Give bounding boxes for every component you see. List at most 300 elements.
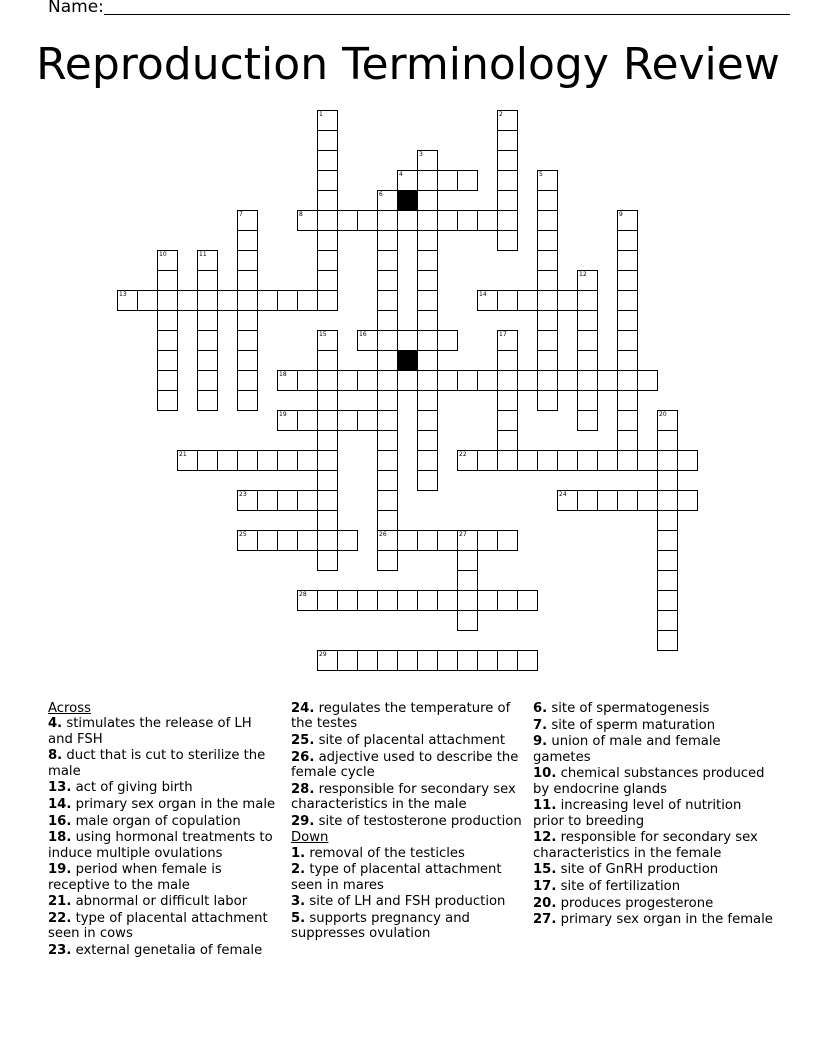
clue-down-27 — [533, 912, 773, 927]
crossword-cell[interactable] — [337, 370, 358, 391]
crossword-cell[interactable] — [457, 610, 478, 631]
crossword-cell[interactable] — [237, 210, 258, 231]
blocked-cell — [397, 350, 418, 371]
clue-across-22 — [48, 911, 280, 942]
crossword-cell[interactable] — [437, 650, 458, 671]
crossword-cell[interactable] — [237, 350, 258, 371]
cell-number: 16 — [359, 331, 367, 338]
clue-number: 23. — [48, 942, 72, 958]
cell-number: 23 — [239, 491, 247, 498]
crossword-cell[interactable] — [657, 430, 678, 451]
clue-down-2 — [291, 862, 523, 893]
crossword-cell[interactable] — [617, 310, 638, 331]
crossword-cell[interactable] — [537, 390, 558, 411]
crossword-cell[interactable] — [237, 530, 258, 551]
crossword-cell[interactable] — [417, 390, 438, 411]
crossword-cell[interactable] — [377, 290, 398, 311]
crossword-cell[interactable] — [477, 370, 498, 391]
crossword-cell[interactable] — [257, 490, 278, 511]
crossword-cell[interactable] — [237, 390, 258, 411]
crossword-cell[interactable] — [617, 210, 638, 231]
crossword-cell[interactable] — [537, 350, 558, 371]
crossword-cell[interactable] — [357, 650, 378, 671]
crossword-cell[interactable] — [437, 210, 458, 231]
clues-column-1 — [48, 701, 280, 960]
crossword-cell[interactable] — [317, 150, 338, 171]
crossword-cell[interactable] — [377, 330, 398, 351]
crossword-cell[interactable] — [317, 290, 338, 311]
crossword-cell[interactable] — [297, 370, 318, 391]
cell-number: 24 — [559, 491, 567, 498]
crossword-cell[interactable] — [577, 310, 598, 331]
crossword-cell[interactable] — [417, 370, 438, 391]
crossword-cell[interactable] — [517, 290, 538, 311]
crossword-cell[interactable] — [317, 450, 338, 471]
crossword-cell[interactable] — [397, 330, 418, 351]
crossword-cell[interactable] — [437, 170, 458, 191]
crossword-cell[interactable] — [497, 450, 518, 471]
crossword-cell[interactable] — [537, 450, 558, 471]
crossword-cell[interactable] — [317, 550, 338, 571]
cell-number: 10 — [159, 251, 167, 258]
crossword-cell[interactable] — [657, 510, 678, 531]
crossword-cell[interactable] — [497, 150, 518, 171]
crossword-cell[interactable] — [197, 330, 218, 351]
crossword-cell[interactable] — [637, 450, 658, 471]
crossword-cell[interactable] — [537, 270, 558, 291]
crossword-cell[interactable] — [497, 230, 518, 251]
crossword-cell[interactable] — [497, 590, 518, 611]
crossword-cell[interactable] — [317, 590, 338, 611]
crossword-cell[interactable] — [377, 590, 398, 611]
clue-number: 17. — [533, 879, 557, 894]
crossword-cell[interactable] — [317, 170, 338, 191]
crossword-cell[interactable] — [237, 250, 258, 271]
crossword-cell[interactable] — [657, 450, 678, 471]
crossword-cell[interactable] — [417, 450, 438, 471]
clue-text: act of giving birth — [75, 780, 193, 796]
crossword-cell[interactable] — [257, 450, 278, 471]
clue-number: 15. — [533, 862, 557, 878]
crossword-cell[interactable] — [377, 450, 398, 471]
crossword-cell[interactable] — [597, 450, 618, 471]
crossword-cell[interactable] — [617, 250, 638, 271]
crossword-cell[interactable] — [157, 250, 178, 271]
cell-number: 26 — [379, 531, 387, 538]
crossword-cell[interactable] — [197, 310, 218, 331]
crossword-cell[interactable] — [197, 450, 218, 471]
crossword-cell[interactable] — [417, 430, 438, 451]
crossword-cell[interactable] — [357, 370, 378, 391]
crossword-cell[interactable] — [537, 330, 558, 351]
crossword-cell[interactable] — [377, 410, 398, 431]
crossword-cell[interactable] — [477, 590, 498, 611]
crossword-cell[interactable] — [617, 230, 638, 251]
crossword-cell[interactable] — [317, 530, 338, 551]
crossword-cell[interactable] — [317, 210, 338, 231]
crossword-cell[interactable] — [357, 590, 378, 611]
crossword-cell[interactable] — [457, 650, 478, 671]
clue-text: primary sex organ in the female — [560, 912, 773, 928]
crossword-cell[interactable] — [497, 130, 518, 151]
crossword-cell[interactable] — [277, 450, 298, 471]
crossword-cell[interactable] — [377, 210, 398, 231]
clue-across-23 — [48, 943, 280, 958]
crossword-cell[interactable] — [257, 290, 278, 311]
clue-text: removal of the testicles — [309, 845, 465, 861]
crossword-cell[interactable] — [497, 370, 518, 391]
crossword-cell[interactable] — [457, 530, 478, 551]
crossword-cell[interactable] — [377, 650, 398, 671]
clue-number: 14. — [48, 796, 72, 812]
clue-number: 16. — [48, 813, 72, 829]
crossword-cell[interactable] — [177, 290, 198, 311]
crossword-cell[interactable] — [297, 410, 318, 431]
clue-text: site of GnRH production — [560, 862, 719, 878]
crossword-cell[interactable] — [417, 310, 438, 331]
crossword-cell[interactable] — [577, 350, 598, 371]
crossword-cell[interactable] — [377, 230, 398, 251]
crossword-cell[interactable] — [617, 330, 638, 351]
crossword-cell[interactable] — [617, 450, 638, 471]
crossword-cell[interactable] — [377, 490, 398, 511]
crossword-cell[interactable] — [377, 430, 398, 451]
cell-number: 29 — [319, 651, 327, 658]
cell-number: 13 — [119, 291, 127, 298]
crossword-cell[interactable] — [277, 530, 298, 551]
crossword-cell[interactable] — [497, 110, 518, 131]
clue-text: supports pregnancy and suppresses ovulation — [291, 910, 470, 942]
crossword-cell[interactable] — [317, 470, 338, 491]
cell-number: 18 — [279, 371, 287, 378]
crossword-cell[interactable] — [457, 210, 478, 231]
crossword-cell[interactable] — [617, 290, 638, 311]
clue-across-29 — [291, 814, 523, 829]
clue-number: 11. — [533, 798, 557, 814]
crossword-cell[interactable] — [317, 490, 338, 511]
crossword-cell[interactable] — [237, 370, 258, 391]
crossword-cell[interactable] — [337, 590, 358, 611]
crossword-cell[interactable] — [297, 450, 318, 471]
crossword-cell[interactable] — [337, 210, 358, 231]
crossword-cell[interactable] — [617, 370, 638, 391]
crossword-cell[interactable] — [317, 350, 338, 371]
crossword-cell[interactable] — [277, 410, 298, 431]
crossword-cell[interactable] — [317, 650, 338, 671]
crossword-cell[interactable] — [197, 370, 218, 391]
crossword-cell[interactable] — [437, 590, 458, 611]
crossword-cell[interactable] — [237, 230, 258, 251]
clue-across-25 — [291, 733, 523, 748]
crossword-cell[interactable] — [397, 650, 418, 671]
crossword-cell[interactable] — [497, 390, 518, 411]
crossword-cell[interactable] — [437, 530, 458, 551]
crossword-cell[interactable] — [497, 650, 518, 671]
crossword-cell[interactable] — [517, 590, 538, 611]
clue-text: using hormonal treatments to induce multiple ovulations — [48, 830, 273, 861]
crossword-cell[interactable] — [657, 410, 678, 431]
crossword-cell[interactable] — [197, 290, 218, 311]
crossword-cell[interactable] — [277, 290, 298, 311]
crossword-cell[interactable] — [237, 450, 258, 471]
crossword-cell[interactable] — [497, 410, 518, 431]
crossword-cell[interactable] — [297, 590, 318, 611]
crossword-cell[interactable] — [417, 350, 438, 371]
clue-across-21 — [48, 894, 280, 909]
crossword-cell[interactable] — [517, 370, 538, 391]
crossword-cell[interactable] — [577, 390, 598, 411]
crossword-cell[interactable] — [577, 330, 598, 351]
crossword-cell[interactable] — [317, 250, 338, 271]
crossword-cell[interactable] — [597, 370, 618, 391]
crossword-cell[interactable] — [157, 390, 178, 411]
crossword-cell[interactable] — [317, 330, 338, 351]
crossword-cell[interactable] — [497, 350, 518, 371]
crossword-cell[interactable] — [297, 490, 318, 511]
crossword-cell[interactable] — [497, 210, 518, 231]
crossword-cell[interactable] — [317, 270, 338, 291]
cell-number: 27 — [459, 531, 467, 538]
crossword-cell[interactable] — [417, 330, 438, 351]
crossword-cell[interactable] — [657, 530, 678, 551]
crossword-cell[interactable] — [237, 330, 258, 351]
crossword-cell[interactable] — [317, 230, 338, 251]
crossword-cell[interactable] — [457, 370, 478, 391]
clue-down-7 — [533, 718, 773, 733]
crossword-cell[interactable] — [377, 250, 398, 271]
crossword-cell[interactable] — [477, 650, 498, 671]
clue-text: site of LH and FSH production — [309, 894, 506, 910]
crossword-cell[interactable] — [377, 550, 398, 571]
crossword-cell[interactable] — [217, 450, 238, 471]
crossword-cell[interactable] — [417, 230, 438, 251]
crossword-cell[interactable] — [577, 370, 598, 391]
crossword-cell[interactable] — [417, 210, 438, 231]
crossword-cell[interactable] — [577, 270, 598, 291]
crossword-cell[interactable] — [577, 450, 598, 471]
crossword-cell[interactable] — [177, 450, 198, 471]
clue-text: site of testosterone production — [318, 813, 522, 829]
crossword-cell[interactable] — [117, 290, 138, 311]
crossword-cell[interactable] — [497, 430, 518, 451]
crossword-cell[interactable] — [597, 490, 618, 511]
crossword-cell[interactable] — [357, 330, 378, 351]
clue-text: type of placental attachment seen in mares — [291, 862, 502, 893]
crossword-cell[interactable] — [417, 410, 438, 431]
crossword-cell[interactable] — [337, 530, 358, 551]
cell-number: 7 — [239, 211, 243, 218]
crossword-cell[interactable] — [637, 370, 658, 391]
crossword-cell[interactable] — [497, 330, 518, 351]
name-label: Name: — [48, 0, 104, 17]
crossword-cell[interactable] — [377, 190, 398, 211]
crossword-cell[interactable] — [577, 290, 598, 311]
crossword-cell[interactable] — [657, 470, 678, 491]
crossword-cell[interactable] — [417, 170, 438, 191]
crossword-cell[interactable] — [657, 610, 678, 631]
clue-across-16 — [48, 814, 280, 829]
crossword-cell[interactable] — [457, 590, 478, 611]
crossword-cell[interactable] — [537, 370, 558, 391]
crossword-cell[interactable] — [317, 510, 338, 531]
crossword-cell[interactable] — [537, 290, 558, 311]
clue-number: 27. — [533, 912, 557, 928]
crossword-cell[interactable] — [557, 370, 578, 391]
clue-number: 4. — [48, 716, 63, 732]
clue-number: 5. — [291, 910, 306, 926]
crossword-cell[interactable] — [317, 110, 338, 131]
crossword-cell[interactable] — [137, 290, 158, 311]
crossword-cell[interactable] — [377, 370, 398, 391]
crossword-cell[interactable] — [557, 450, 578, 471]
crossword-cell[interactable] — [337, 650, 358, 671]
crossword-cell[interactable] — [317, 190, 338, 211]
crossword-cell[interactable] — [417, 590, 438, 611]
cell-number: 9 — [619, 211, 623, 218]
crossword-cell[interactable] — [497, 290, 518, 311]
crossword-cell[interactable] — [617, 270, 638, 291]
crossword-cell[interactable] — [157, 350, 178, 371]
crossword-cell[interactable] — [297, 530, 318, 551]
crossword-cell[interactable] — [317, 370, 338, 391]
crossword-cell[interactable] — [397, 370, 418, 391]
crossword-cell[interactable] — [657, 590, 678, 611]
crossword-cell[interactable] — [657, 490, 678, 511]
crossword-cell[interactable] — [257, 530, 278, 551]
crossword-cell[interactable] — [277, 370, 298, 391]
crossword-cell[interactable] — [397, 170, 418, 191]
cell-number: 8 — [299, 211, 303, 218]
crossword-cell[interactable] — [537, 250, 558, 271]
crossword-cell[interactable] — [577, 410, 598, 431]
crossword-cell[interactable] — [577, 490, 598, 511]
crossword-cell[interactable] — [317, 130, 338, 151]
clue-down-12 — [533, 830, 773, 861]
cell-number: 6 — [379, 191, 383, 198]
crossword-cell[interactable] — [197, 350, 218, 371]
crossword-cell[interactable] — [277, 490, 298, 511]
crossword-cell[interactable] — [317, 410, 338, 431]
crossword-cell[interactable] — [457, 550, 478, 571]
crossword-cell[interactable] — [457, 170, 478, 191]
crossword-cell[interactable] — [417, 530, 438, 551]
crossword-cell[interactable] — [157, 270, 178, 291]
crossword-cell[interactable] — [377, 510, 398, 531]
crossword-cell[interactable] — [397, 590, 418, 611]
crossword-cell[interactable] — [497, 190, 518, 211]
crossword-cell[interactable] — [377, 310, 398, 331]
crossword-cell[interactable] — [237, 490, 258, 511]
crossword-cell[interactable] — [477, 210, 498, 231]
crossword-cell[interactable] — [457, 570, 478, 591]
crossword-cell[interactable] — [497, 530, 518, 551]
crossword-cell[interactable] — [157, 370, 178, 391]
crossword-cell[interactable] — [657, 570, 678, 591]
clue-number: 8. — [48, 748, 63, 764]
clue-text: type of placental attachment seen in cows — [48, 910, 268, 942]
crossword-cell[interactable] — [417, 190, 438, 211]
crossword-cell[interactable] — [417, 290, 438, 311]
cell-number: 12 — [579, 271, 587, 278]
crossword-cell[interactable] — [657, 550, 678, 571]
crossword-cell[interactable] — [357, 410, 378, 431]
crossword-cell[interactable] — [557, 490, 578, 511]
crossword-cell[interactable] — [197, 250, 218, 271]
crossword-cell[interactable] — [317, 430, 338, 451]
crossword-cell[interactable] — [457, 450, 478, 471]
crossword-cell[interactable] — [437, 330, 458, 351]
crossword-cell[interactable] — [557, 290, 578, 311]
crossword-cell[interactable] — [377, 470, 398, 491]
crossword-cell[interactable] — [297, 210, 318, 231]
crossword-cell[interactable] — [517, 650, 538, 671]
crossword-cell[interactable] — [337, 410, 358, 431]
crossword-cell[interactable] — [397, 210, 418, 231]
crossword-cell[interactable] — [377, 530, 398, 551]
crossword-cell[interactable] — [417, 270, 438, 291]
crossword-cell[interactable] — [397, 530, 418, 551]
crossword-cell[interactable] — [657, 630, 678, 651]
crossword-cell[interactable] — [637, 490, 658, 511]
crossword-cell[interactable] — [417, 250, 438, 271]
crossword-cell[interactable] — [537, 210, 558, 231]
clue-number: 7. — [533, 717, 548, 733]
crossword-cell[interactable] — [677, 450, 698, 471]
crossword-cell[interactable] — [417, 470, 438, 491]
crossword-cell[interactable] — [477, 530, 498, 551]
crossword-cell[interactable] — [217, 290, 238, 311]
crossword-cell[interactable] — [517, 450, 538, 471]
crossword-cell[interactable] — [677, 490, 698, 511]
crossword-cell[interactable] — [617, 490, 638, 511]
crossword-cell[interactable] — [617, 390, 638, 411]
clue-across-24 — [291, 701, 523, 732]
crossword-cell[interactable] — [617, 430, 638, 451]
clue-across-28 — [291, 782, 523, 813]
crossword-cell[interactable] — [237, 270, 258, 291]
crossword-cell[interactable] — [237, 310, 258, 331]
crossword-cell[interactable] — [477, 290, 498, 311]
clue-number: 9. — [533, 734, 548, 750]
crossword-cell[interactable] — [537, 190, 558, 211]
crossword-cell[interactable] — [377, 270, 398, 291]
clues-column-3 — [533, 701, 773, 929]
crossword-cell[interactable] — [157, 290, 178, 311]
crossword-cell[interactable] — [417, 150, 438, 171]
clue-number: 28. — [291, 781, 315, 797]
crossword-cell[interactable] — [237, 290, 258, 311]
crossword-cell[interactable] — [537, 310, 558, 331]
crossword-cell[interactable] — [357, 210, 378, 231]
crossword-cell[interactable] — [157, 330, 178, 351]
crossword-cell[interactable] — [377, 390, 398, 411]
crossword-cell[interactable] — [537, 230, 558, 251]
crossword-cell[interactable] — [417, 650, 438, 671]
crossword-cell[interactable] — [297, 290, 318, 311]
crossword-cell[interactable] — [197, 390, 218, 411]
crossword-cell[interactable] — [617, 350, 638, 371]
across-heading: Across — [48, 701, 91, 716]
crossword-cell[interactable] — [377, 350, 398, 371]
crossword-cell[interactable] — [317, 390, 338, 411]
crossword-cell[interactable] — [477, 450, 498, 471]
crossword-cell[interactable] — [537, 170, 558, 191]
crossword-cell[interactable] — [197, 270, 218, 291]
crossword-cell[interactable] — [497, 170, 518, 191]
crossword-cell[interactable] — [617, 410, 638, 431]
crossword-cell[interactable] — [157, 310, 178, 331]
crossword-cell[interactable] — [437, 370, 458, 391]
